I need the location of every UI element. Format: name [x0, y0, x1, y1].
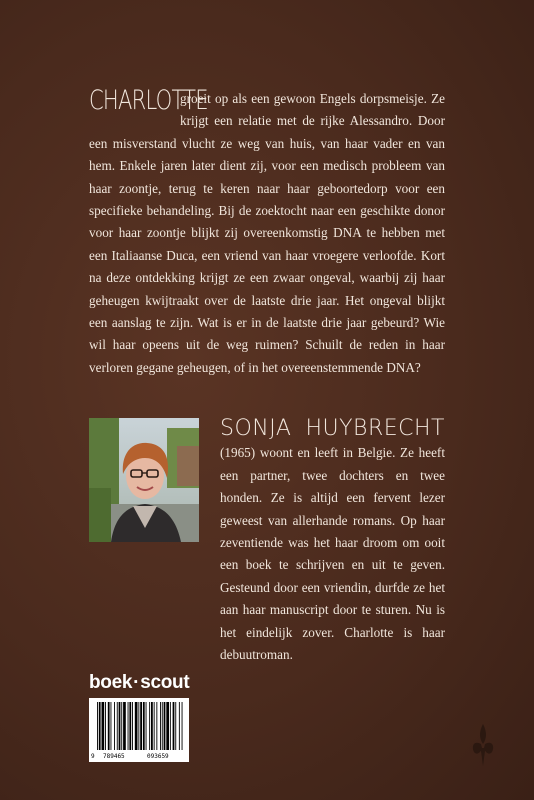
- barcode-bar: [179, 702, 180, 750]
- barcode-bar: [114, 702, 115, 750]
- barcode-bar: [182, 702, 183, 750]
- barcode-bar: [170, 702, 171, 750]
- barcode-bar: [149, 702, 150, 750]
- publisher-logo: [89, 672, 189, 694]
- blurb-text: groeit op als een gewoon Engels dorpsmeisje. Ze krijgt een relatie met de rijke Alessandro. Door een misverstand vlucht ze weg van huis, van haar vader en van hem. Enkele jaren later dient zij, voor een medisch probleem van haar zoontje, terug te keren naar haar geboortedorp voor een specifieke behandeling. Bij de zoektocht naar een geschikte donor voor haar zoontje blijkt zij overeenkomstig DNA te hebben met een Italiaanse Duca, een vriend van haar vroegere verloofde. Kort na deze ontdekking krijgt ze een zwaar ongeval, waarbij zij haar geheugen kwijtraakt over de laatste drie jaar. Het ongeval blijkt een aanslag te zijn. Wat is er in de laatste drie jaar gebeurd? Wie wil haar opeens uit de weg ruimen? Schuilt de reden in haar verloren gegane geheugen, of in het overeenstemmende DNA?: [89, 91, 445, 375]
- barcode-bar: [108, 702, 110, 750]
- barcode-bar: [117, 702, 118, 750]
- barcode-group-1: 789465: [103, 753, 125, 760]
- author-photo: [89, 418, 199, 542]
- barcode-bars: [89, 698, 189, 754]
- author-bio-text: (1965) woont en leeft in Belgie. Ze heeft een partner, twee dochters en twee honden. Ze is altijd een fervent lezer geweest van allerhande romans. Op haar zeventiende was het haar droom om ooit een boek te schrijven en uit te geven. Gesteund door een vriendin, durfde ze het aan haar manuscript door te sturen. Nu is het eindelijk zover. Charlotte is haar debuutroman.: [220, 445, 445, 663]
- barcode-bar: [151, 702, 153, 750]
- barcode-bar: [119, 702, 121, 750]
- barcode-bar: [175, 702, 176, 750]
- barcode-bar: [164, 702, 166, 750]
- barcode-bar: [105, 702, 106, 750]
- barcode-bar: [132, 702, 133, 750]
- barcode-bar: [173, 702, 175, 750]
- back-cover-blurb: [89, 85, 445, 379]
- barcode-bar: [102, 702, 105, 750]
- barcode-bar: [162, 702, 163, 750]
- author-name: SONJA HUYBRECHT: [220, 416, 445, 441]
- fleur-de-lis-icon: [470, 722, 496, 768]
- barcode-lead-digit: 9: [91, 753, 95, 760]
- barcode-bar: [156, 702, 157, 750]
- barcode-group-2: 093659: [147, 753, 169, 760]
- barcode-bar: [143, 702, 145, 750]
- barcode-bar: [166, 702, 169, 750]
- barcode-bar: [111, 702, 112, 750]
- barcode-bar: [146, 702, 147, 750]
- barcode-bar: [97, 702, 98, 750]
- barcode-bar: [99, 702, 101, 750]
- publisher-logo-part1: boek: [89, 672, 133, 693]
- barcode-bar: [129, 702, 131, 750]
- barcode-bar: [135, 702, 138, 750]
- title-dropcap: CHARLOTTE: [89, 85, 208, 116]
- barcode-bar: [160, 702, 161, 750]
- isbn-barcode: [89, 698, 189, 762]
- barcode-bar: [138, 702, 139, 750]
- publisher-logo-part2: scout: [140, 672, 190, 693]
- publisher-logo-dot: ·: [133, 672, 140, 693]
- barcode-bar: [140, 702, 142, 750]
- barcode-bar: [121, 702, 122, 750]
- author-bio: [220, 418, 445, 666]
- barcode-bar: [154, 702, 155, 750]
- barcode-bar: [128, 702, 129, 750]
- author-portrait-image: [89, 418, 199, 542]
- barcode-bar: [123, 702, 126, 750]
